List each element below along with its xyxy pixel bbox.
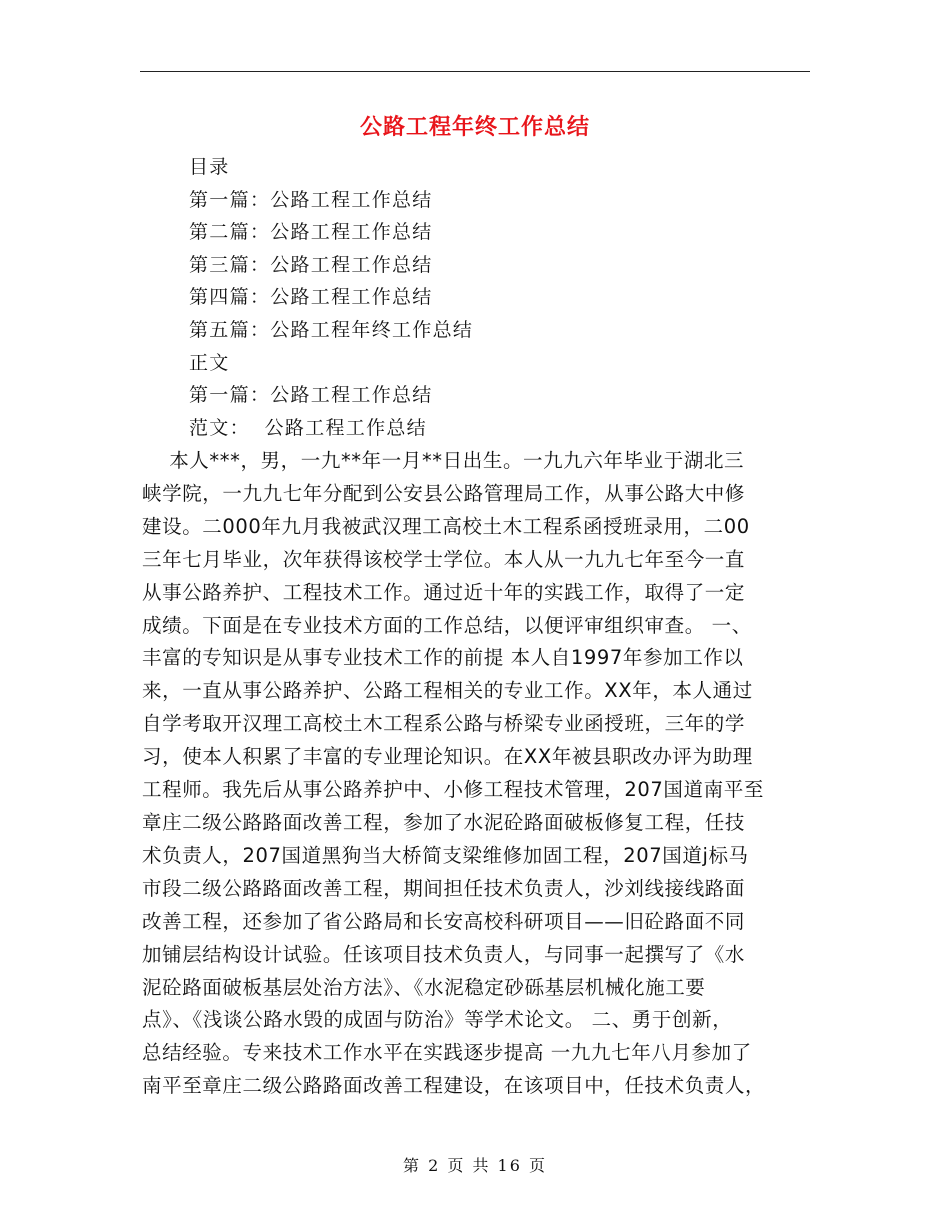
body-line: 南平至章庄二级公路路面改善工程建设，在该项目中，任技术负责人， [142,1074,766,1098]
body-line: 成绩。下面是在专业技术方面的工作总结，以便评审组织审查。 一、 [142,613,752,637]
toc-heading: 目录 [189,156,230,178]
body-line: 市段二级公路路面改善工程，期间担任技术负责人，沙刘线接线路面 [142,876,746,900]
page-number: 第 2 页 共 16 页 [403,1156,547,1175]
body-line: 总结经验。专来技术工作水平在实践逐步提高 一九九七年八月参加了 [142,1041,752,1065]
toc-item-3: 第三篇：公路工程工作总结 [189,254,433,276]
body-line: 章庄二级公路路面改善工程，参加了水泥砼路面破板修复工程，任技 [142,810,746,834]
section-heading: 第一篇：公路工程工作总结 [189,384,433,406]
body-line: 从事公路养护、工程技术工作。通过近十年的实践工作，取得了一定 [142,580,746,604]
document-title: 公路工程年终工作总结 [359,115,590,140]
body-text [142,445,810,1103]
body-line: 习，使本人积累了丰富的专业理论知识。在XX年被县职改办评为助理 [142,745,753,769]
body-line: 工程师。我先后从事公路养护中、小修工程技术管理，207国道南平至 [142,778,764,802]
body-line: 点》、《浅谈公路水毁的成固与防治》等学术论文。 二、勇于创新， [142,1008,733,1032]
body-line: 泥砼路面破板基层处治方法》、《水泥稳定砂砾基层机械化施工要 [142,975,706,999]
body-line: 峡学院，一九九七年分配到公安县公路管理局工作，从事公路大中修 [142,481,746,505]
body-line: 术负责人，207国道黑狗当大桥简支梁维修加固工程，207国道j标马 [142,843,749,867]
body-line: 来，一直从事公路养护、公路工程相关的专业工作。XX年，本人通过 [142,679,753,703]
body-line: 丰富的专知识是从事专业技术工作的前提 本人自1997年参加工作以 [142,646,744,670]
toc-item-1: 第一篇：公路工程工作总结 [189,189,433,211]
header-rule [140,71,810,72]
body-line: 本人***，男，一九**年一月**日出生。一九九六年毕业于湖北三 [142,449,745,472]
body-line: 三年七月毕业，次年获得该校学士学位。本人从一九九七年至今一直 [142,547,746,571]
body-line: 自学考取开汉理工高校土木工程系公路与桥梁专业函授班，三年的学 [142,712,746,736]
body-line: 建设。二000年九月我被武汉理工高校土木工程系函授班录用，二00 [142,514,750,538]
body-heading: 正文 [189,352,230,374]
toc-item-4: 第四篇：公路工程工作总结 [189,286,433,308]
toc-item-5: 第五篇：公路工程年终工作总结 [189,319,474,341]
body-line: 改善工程，还参加了省公路局和长安高校科研项目——旧砼路面不同 [142,909,746,933]
section-subheading: 范文： 公路工程工作总结 [189,417,427,439]
toc-item-2: 第二篇：公路工程工作总结 [189,221,433,243]
body-line: 加铺层结构设计试验。任该项目技术负责人，与同事一起撰写了《水 [142,942,746,966]
